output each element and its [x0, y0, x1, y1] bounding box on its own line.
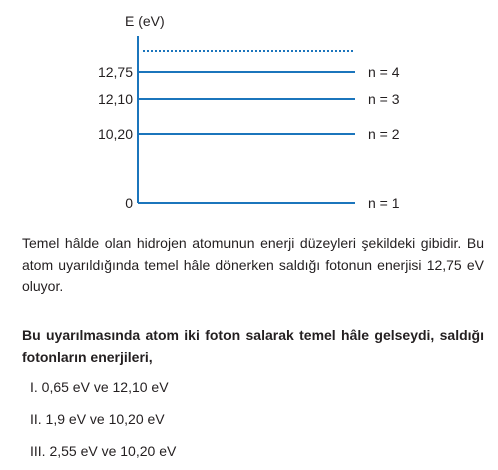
question-prompt: Bu uyarılmasında atom iki foton salarak temel hâle gelseydi, saldığı fotonların enerjileri,	[22, 327, 484, 365]
question-text: Temel hâlde olan hidrojen atomunun enerji düzeyleri şekildeki gibidir. Bu atom uyarıldığında temel hâle dönerken saldığı fotonun enerjisi 12,75 eV oluyor.	[22, 235, 484, 294]
level-label-n1: n = 1	[368, 195, 400, 211]
energy-value-n2: 10,20	[97, 126, 133, 142]
level-label-n3: n = 3	[368, 91, 400, 107]
energy-value-n1: 0	[125, 195, 133, 211]
level-label-n4: n = 4	[368, 64, 400, 80]
energy-value-n4: 12,75	[97, 64, 133, 80]
level-label-n2: n = 2	[368, 126, 400, 142]
energy-axis-label: E (eV)	[125, 13, 165, 29]
energy-value-n3: 12,10	[97, 91, 133, 107]
option-ii: II. 1,9 eV ve 10,20 eV	[30, 411, 165, 427]
option-i: I. 0,65 eV ve 12,10 eV	[30, 379, 169, 395]
energy-level-diagram	[0, 0, 498, 230]
option-iii: III. 2,55 eV ve 10,20 eV	[30, 443, 177, 459]
